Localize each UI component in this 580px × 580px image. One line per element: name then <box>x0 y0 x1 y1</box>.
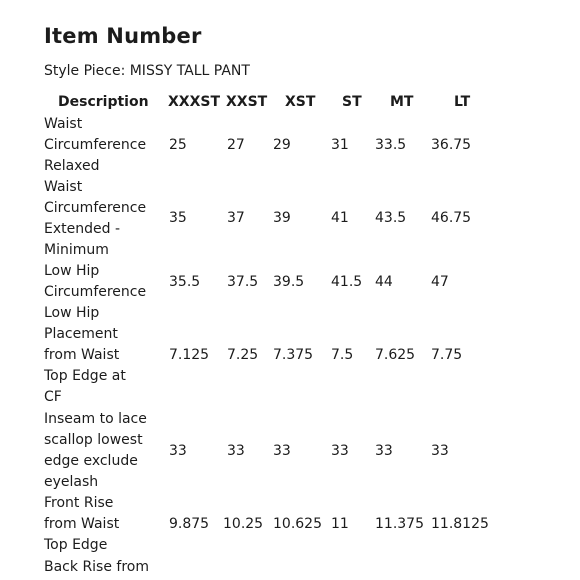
value-cell: 35.5 <box>169 274 201 290</box>
row-description-line: Inseam to lace <box>44 411 147 427</box>
value-cell: 44 <box>375 274 393 290</box>
value-cell: 33 <box>375 443 393 459</box>
row-description-line: Circumference <box>44 137 147 153</box>
value-cell: 11.8125 <box>431 516 489 532</box>
value-cell: 37.5 <box>227 274 259 290</box>
row-description-line: from Waist <box>44 347 120 363</box>
row-description-line: Waist <box>44 116 83 132</box>
value-cell: 7.125 <box>169 347 210 363</box>
value-cell: 39.5 <box>273 274 305 290</box>
value-cell: 7.375 <box>273 347 314 363</box>
value-cell: 33.5 <box>375 137 407 153</box>
style-piece-label: Style Piece: MISSY TALL PANT <box>44 63 250 79</box>
header-lt: LT <box>454 94 471 110</box>
value-cell: 7.75 <box>431 347 463 363</box>
value-cell: 33 <box>169 443 187 459</box>
value-cell: 39 <box>273 210 291 226</box>
value-cell: 25 <box>169 137 187 153</box>
value-cell: 41.5 <box>331 274 363 290</box>
value-cell: 33 <box>331 443 349 459</box>
value-cell: 27 <box>227 137 245 153</box>
value-cell: 37 <box>227 210 245 226</box>
value-cell: 43.5 <box>375 210 407 226</box>
row-description-line: Top Edge at <box>44 368 126 384</box>
value-cell: 10.25 <box>223 516 264 532</box>
value-cell: 33 <box>273 443 291 459</box>
value-cell: 33 <box>227 443 245 459</box>
row-description-line: Top Edge <box>44 537 108 553</box>
value-cell: 47 <box>431 274 449 290</box>
value-cell: 35 <box>169 210 187 226</box>
value-cell: 7.625 <box>375 347 416 363</box>
row-description-line: Extended - <box>44 221 120 237</box>
row-description-line: edge exclude <box>44 453 138 469</box>
page-title: Item Number <box>44 24 202 48</box>
value-cell: 9.875 <box>169 516 210 532</box>
row-description-line: Placement <box>44 326 118 342</box>
row-description-line: from Waist <box>44 516 120 532</box>
value-cell: 46.75 <box>431 210 472 226</box>
value-cell: 33 <box>431 443 449 459</box>
value-cell: 36.75 <box>431 137 472 153</box>
row-description-line: Low Hip <box>44 263 100 279</box>
row-description-line: scallop lowest <box>44 432 143 448</box>
header-st: ST <box>342 94 362 110</box>
row-description-line: Relaxed <box>44 158 100 174</box>
row-description-line: Circumference <box>44 284 147 300</box>
value-cell: 41 <box>331 210 349 226</box>
header-xxst: XXST <box>226 94 268 110</box>
row-description-line: Waist <box>44 179 83 195</box>
row-description-line: Back Rise from <box>44 559 149 575</box>
row-description-line: Minimum <box>44 242 109 258</box>
value-cell: 7.5 <box>331 347 354 363</box>
value-cell: 11.375 <box>375 516 424 532</box>
value-cell: 7.25 <box>227 347 259 363</box>
value-cell: 10.625 <box>273 516 322 532</box>
value-cell: 31 <box>331 137 349 153</box>
row-description-line: CF <box>44 389 62 405</box>
header-mt: MT <box>390 94 414 110</box>
value-cell: 11 <box>331 516 349 532</box>
row-description-line: Circumference <box>44 200 147 216</box>
header-xst: XST <box>285 94 316 110</box>
value-cell: 29 <box>273 137 291 153</box>
row-description-line: Front Rise <box>44 495 114 511</box>
header-xxxst: XXXST <box>168 94 221 110</box>
row-description-line: Low Hip <box>44 305 100 321</box>
header-description: Description <box>58 94 149 110</box>
row-description-line: eyelash <box>44 474 99 490</box>
